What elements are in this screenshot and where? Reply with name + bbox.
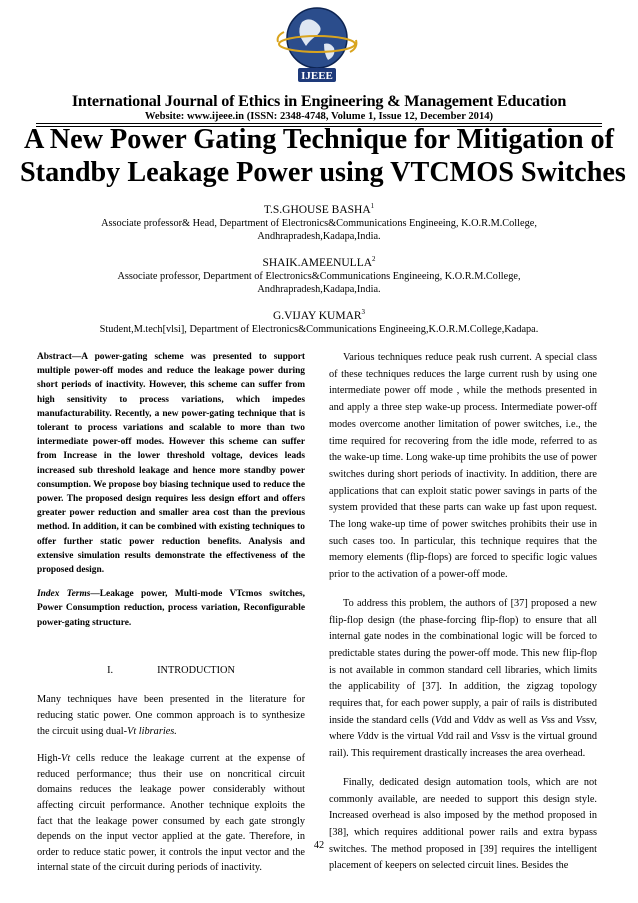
body-paragraph-flip-flop: To address this problem, the authors of [37] proposed a new flip-flop design (the phase-forcing flip-flop) to ensure that all internal gate nodes in the combinational logic will be forced to predictable states during the power-off mode. This new flip-flop is not available in common standard cell libraries, which limits the applicability of [37]. In addition, the zigzag topology requires that, for each power supply, a pair of rails is distributed inside the standard cells (Vdd and Vddv as well as Vss and Vssv, where Vddv is the virtual Vdd rail and Vssv is the virtual ground rail). This requirement drastically increases the area overhead.	[329, 597, 598, 760]
author-1-name: T.S.GHOUSE BASHA$^1$	[263, 202, 375, 216]
paper-title-line-2: Standby Leakage Power using VTCMOS Switches	[20, 157, 626, 188]
paper-title-line-1: A New Power Gating Technique for Mitigation of	[23, 124, 615, 155]
logo-text: IJEEE	[301, 70, 333, 82]
abstract: Abstract—A power-gating scheme was presented to support multiple power-off modes and reduce the leakage power during short periods of inactivity. However, this scheme can suffer from high sensitivity to process variations, which impedes manufacturability. Recently, a new power-gating technique that is tolerant to process variations and scalable to more than two intermediate power-off modes. However this scheme can suffer from Increase in the lower threshold voltage, devices leads increased sub threshold leakage and hence more standby power consumption. We propose boy biasing technique used to reduce the power. The proposed design requires less design effort and offers greater power reduction and smaller area cost than the previous method. In addition, it can be combined with existing techniques to offer further static power reduction benefits. Analysis and extensive simulation results demonstrate the effectiveness of the proposed design.	[37, 352, 305, 576]
author-2-name: SHAIK.AMEENULLA$^2$	[262, 255, 376, 269]
right-column	[329, 350, 597, 875]
intro-paragraph-2: High-Vt cells reduce the leakage current at the expense of reduced performance; thus their use on noncritical circuit domains reduces the leakage power considerably without affecting circuit performance. Another technique exploits the fact that the leakage power consumed by each gate strongly depends on the input vector applied at the gate. Therefore, in order to reduce static power, it controls the input vector and the internal state of the circuit during periods of inactivity.	[37, 753, 305, 874]
body-paragraph-design-tools: Finally, dedicated design automation tools, which are not commonly available, are needed to support this design style. Increased overhead is also imposed by the method proposed in [38], which requires additional power rails and extra bypass switches. The method proposed in [39] requires the intelligent placement of keepers on selected circuit lines. Besides the	[329, 776, 597, 872]
author-1-affiliation: Associate professor& Head, Department of Electronics&Communications Engineeing, K.O.R.M.College, Andhrapradesh,Kadapa,India.	[101, 218, 537, 242]
paper-title	[20, 123, 626, 189]
journal-website-line: Website: www.ijeee.in (ISSN: 2348-4748, Volume 1, Issue 12, December 2014)	[144, 111, 494, 122]
author-2-affiliation: Associate professor, Department of Electronics&Communications Engineeing, K.O.R.M.College, Andhrapradesh,Kadapa,India.	[117, 271, 521, 295]
body-paragraph-rush-current: Various techniques reduce peak rush current. A special class of these techniques reduces the large current rush by using one intermediate power off mode , while the methods presented in and apply a three step wake-up process. Intermediate power-off modes overcome another limitation of power switches, i.e., the time required for recovering from the idle mode, referred to as the wake-up time. Long wake-up time prohibits the use of power switches during short periods of inactivity. In addition, there are applications that can exploit static power savings in parts of the system provided that these parts can wake up fast upon request. The long wake-up time of power switches prohibits their use in such cases too. In particular, this technique requires that the memory elements (flip-flops) are forced to specific logic values prior to the activation of a power-off mode.	[329, 352, 597, 581]
journal-logo	[272, 4, 362, 86]
left-column	[37, 350, 305, 876]
index-terms: Index Terms—Leakage power, Multi-mode VTcmos switches, Power Consumption reduction, process variation, Reconfigurable power-gating structure.	[37, 589, 306, 628]
author-3-affiliation: Student,M.tech[vlsi], Department of Electronics&Communications Engineeing,K.O.R.M.College,Kadapa.	[99, 324, 539, 335]
intro-paragraph-1: Many techniques have been presented in the literature for reducing static power. One common approach is to synthesize the circuit using dual-Vt libraries.	[37, 694, 305, 737]
journal-name: International Journal of Ethics in Engineering & Management Education	[71, 92, 567, 110]
section-heading-introduction: I. INTRODUCTION	[107, 664, 235, 676]
page-number: 42	[313, 840, 325, 851]
author-3-name: G.VIJAY KUMAR$^3$	[272, 308, 366, 322]
